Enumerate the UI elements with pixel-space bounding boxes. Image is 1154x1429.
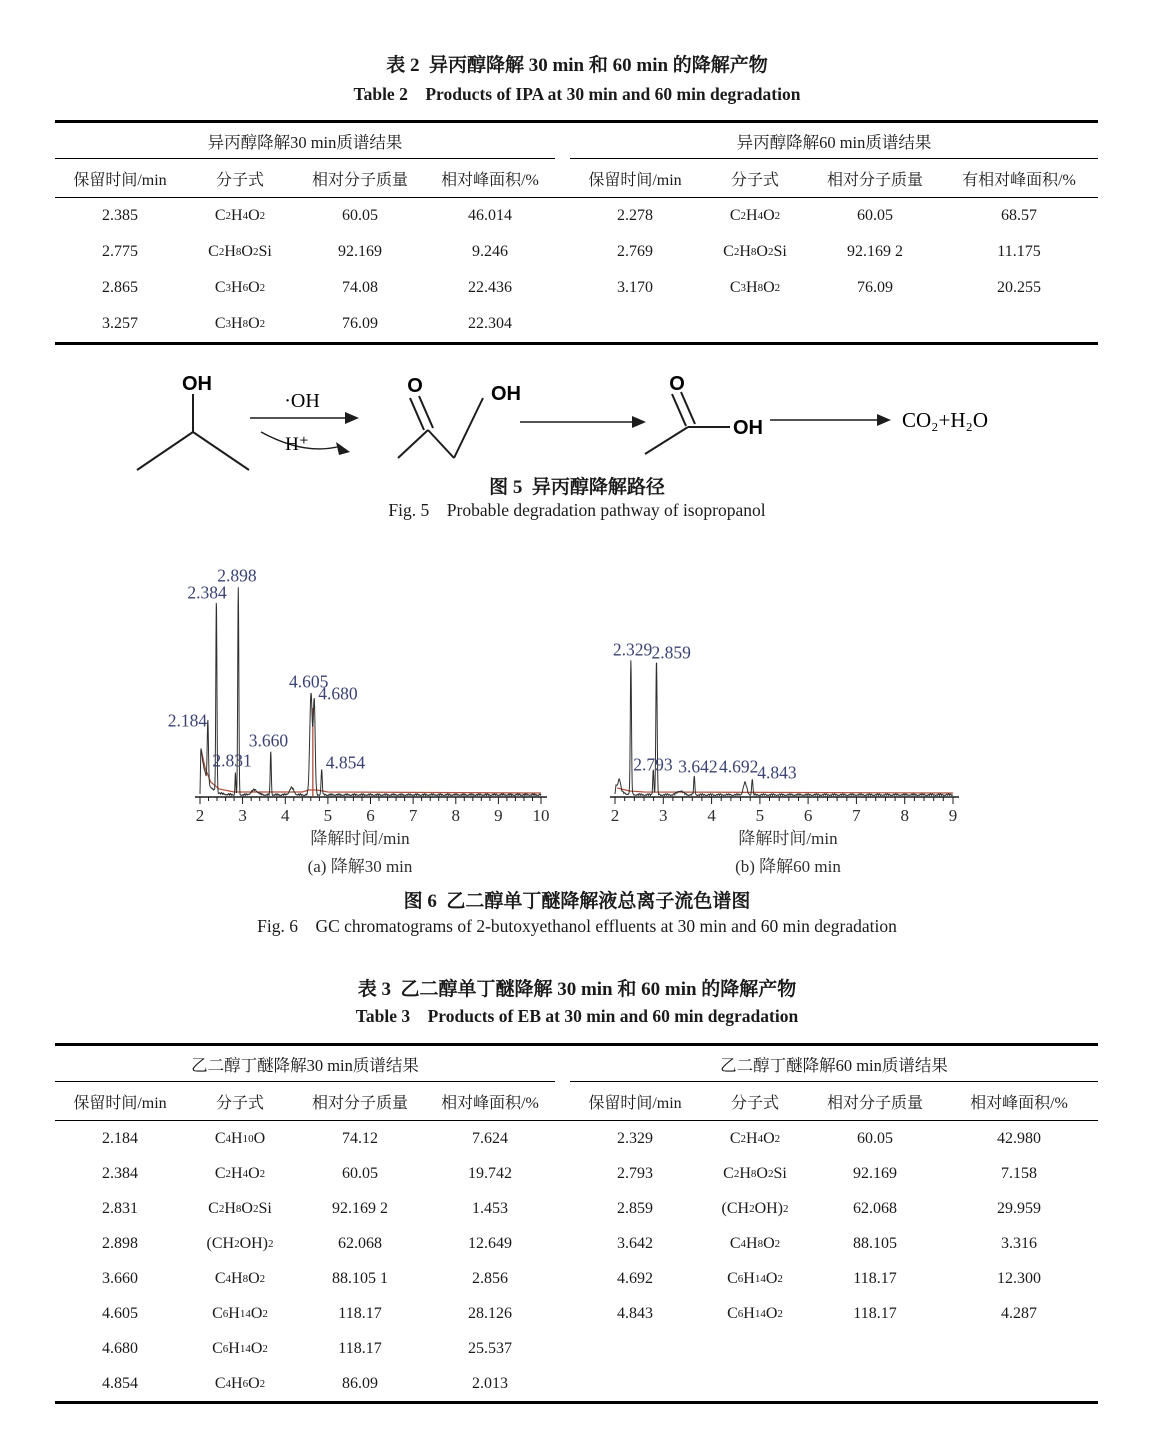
cell: 60.05 — [857, 207, 893, 224]
cell: 2.793 — [617, 1164, 653, 1182]
cell-formula: C 2 H 8 O 2 Si — [208, 1199, 272, 1217]
cell — [570, 1331, 700, 1366]
table3-group-left: 乙二醇丁醚降解30 min质谱结果 — [55, 1046, 555, 1082]
cell-formula: C 2 H 8 O 2 Si — [208, 243, 272, 260]
col-header: 相对分子质量 — [311, 1094, 408, 1112]
cell: 46.014 — [468, 207, 512, 224]
figure5-reaction-diagram — [57, 358, 1097, 473]
cell: 92.169 — [338, 243, 382, 260]
cell: 2.856 — [472, 1269, 508, 1287]
column-gap — [555, 1191, 570, 1226]
axis-tick-label: 4 — [707, 806, 716, 824]
bond — [428, 430, 454, 458]
cell-formula — [700, 1366, 810, 1401]
table-row — [55, 1121, 1098, 1156]
cell: 68.57 — [1001, 207, 1037, 224]
figure6-caption-en: Fig. 6 GC chromatograms of 2-butoxyethanol effluents at 30 min and 60 min degradation — [257, 916, 897, 936]
axis-tick-label: 5 — [323, 806, 333, 824]
table-row — [55, 306, 1098, 342]
cell-formula: C 6 H 14 O 2 — [212, 1339, 268, 1357]
peak-label: 3.642 — [678, 756, 718, 777]
cell: 92.169 2 — [847, 243, 903, 260]
cell: 2.859 — [617, 1199, 653, 1217]
table-row — [55, 1366, 1098, 1401]
axis-tick-label: 9 — [948, 806, 958, 824]
cell: 3.257 — [102, 315, 138, 332]
column-gap — [555, 1366, 570, 1401]
cell: 7.624 — [472, 1129, 508, 1147]
panel-caption-b: (b) 降解60 min — [735, 857, 841, 876]
atom-label: OH — [733, 417, 763, 439]
axis-tick-label: 2 — [610, 806, 620, 824]
cell: 29.959 — [997, 1199, 1041, 1217]
arrow-head — [632, 416, 646, 428]
x-axis-label-b: 降解时间/min — [738, 829, 838, 848]
peak-label: 2.859 — [651, 642, 691, 663]
axis-tick-label: 7 — [852, 806, 861, 824]
cell: 118.17 — [853, 1269, 897, 1287]
table-row — [55, 234, 1098, 270]
peak-label: 4.680 — [318, 683, 358, 704]
cell: 60.05 — [342, 1164, 378, 1182]
table3-header-row — [55, 1082, 1098, 1121]
cell — [940, 1366, 1098, 1401]
cell: 11.175 — [997, 243, 1041, 260]
cell: 2.831 — [102, 1199, 138, 1217]
panel-caption-a: (a) 降解30 min — [307, 857, 413, 876]
cell — [810, 306, 940, 342]
col-header: 分子式 — [730, 1094, 779, 1112]
col-header: 保留时间/min — [588, 1094, 682, 1112]
cell: 4.854 — [102, 1374, 138, 1392]
cell: 92.169 — [853, 1164, 897, 1182]
cell: 88.105 1 — [332, 1269, 388, 1287]
cell: 2.865 — [102, 279, 138, 296]
axis-tick-label: 2 — [195, 806, 205, 824]
table-row — [55, 1226, 1098, 1261]
chromatogram-60min — [598, 552, 978, 824]
col-header: 有相对峰面积/% — [962, 171, 1076, 189]
axis-tick-label: 7 — [408, 806, 418, 824]
bond — [454, 398, 483, 458]
cell: 2.278 — [617, 207, 653, 224]
cell-formula: (CH 2 OH) 2 — [721, 1199, 789, 1217]
cell-formula: C 2 H 4 O 2 — [214, 207, 266, 224]
peak-label: 3.660 — [248, 730, 289, 751]
column-gap — [555, 1331, 570, 1366]
col-header: 分子式 — [215, 1094, 264, 1112]
peak-label: 4.605 — [289, 671, 329, 692]
table-row — [55, 1261, 1098, 1296]
cell-formula: C 3 H 6 O 2 — [214, 279, 266, 296]
cell: 76.09 — [342, 315, 378, 332]
bond — [398, 430, 428, 458]
cell: 12.300 — [997, 1269, 1041, 1287]
cell-formula: C 4 H 10 O — [214, 1129, 266, 1147]
cell-formula: C 2 H 8 O 2 Si — [723, 1164, 787, 1182]
table-row — [55, 198, 1098, 234]
axis-tick-label: 6 — [803, 806, 813, 824]
table2-title-en: Table 2 Products of IPA at 30 min and 60 min degradation — [353, 84, 801, 104]
column-gap — [555, 234, 570, 270]
peak-label: 4.692 — [719, 756, 759, 777]
column-gap — [555, 270, 570, 306]
cell: 118.17 — [338, 1304, 382, 1322]
cell: 42.980 — [997, 1129, 1041, 1147]
x-axis-label-a: 降解时间/min — [310, 829, 410, 848]
cell: 4.605 — [102, 1304, 138, 1322]
col-header: 分子式 — [215, 171, 264, 189]
cell: 74.08 — [342, 279, 378, 296]
table-row — [55, 1191, 1098, 1226]
cell — [810, 1331, 940, 1366]
cell-formula: C 4 H 8 O 2 — [729, 1234, 781, 1252]
arrow-head — [877, 414, 891, 426]
cell — [940, 1331, 1098, 1366]
cell: 118.17 — [853, 1304, 897, 1322]
figure6-caption-cn: 图 6 乙二醇单丁醚降解液总离子流色谱图 — [403, 891, 751, 912]
hydroxyl-radical-label: ·OH — [284, 390, 320, 412]
reaction-arrow-3 — [770, 414, 891, 426]
col-header: 保留时间/min — [73, 171, 167, 189]
peak-label: 2.329 — [612, 639, 653, 660]
cell: 22.304 — [468, 315, 512, 332]
col-header: 分子式 — [730, 171, 779, 189]
col-header: 保留时间/min — [73, 1094, 167, 1112]
cell: 74.12 — [342, 1129, 378, 1147]
cell: 4.680 — [102, 1339, 138, 1357]
table2-header-row — [55, 159, 1098, 198]
cell: 2.775 — [102, 243, 138, 260]
cell-formula: C 2 H 8 O 2 Si — [723, 243, 787, 260]
cell: 20.255 — [997, 279, 1041, 296]
cell-formula: C 3 H 8 O 2 — [214, 315, 266, 332]
table-row — [55, 1296, 1098, 1331]
axis-tick-label: 8 — [451, 806, 460, 824]
column-gap — [555, 159, 570, 197]
bond — [137, 432, 193, 470]
cell: 62.068 — [853, 1199, 897, 1217]
column-gap — [555, 123, 570, 159]
column-gap — [555, 1261, 570, 1296]
cell-formula: C 6 H 14 O 2 — [727, 1304, 783, 1322]
atom-label: O — [407, 375, 423, 397]
peak-label: 4.843 — [757, 762, 797, 783]
atom-label: OH — [491, 383, 521, 405]
products-label: CO₂+H₂O — [902, 408, 988, 432]
column-gap — [555, 306, 570, 342]
proton-label: H⁺ — [285, 434, 309, 455]
peak-label: 2.793 — [633, 754, 673, 775]
peak-label: 4.854 — [325, 752, 366, 773]
cell: 9.246 — [472, 243, 508, 260]
cell: 4.843 — [617, 1304, 653, 1322]
atom-label: O — [669, 373, 685, 395]
cell: 3.316 — [1001, 1234, 1037, 1252]
cell: 2.013 — [472, 1374, 508, 1392]
table3-title-en: Table 3 Products of EB at 30 min and 60 min degradation — [355, 1006, 799, 1026]
table3-group-row — [55, 1046, 1098, 1082]
col-header: 相对分子质量 — [826, 171, 923, 189]
cell: 86.09 — [342, 1374, 378, 1392]
cell-formula: C 6 H 14 O 2 — [727, 1269, 783, 1287]
cell: 2.898 — [102, 1234, 138, 1252]
axis-tick-label: 3 — [659, 806, 668, 824]
cell: 76.09 — [857, 279, 893, 296]
bond — [645, 427, 688, 454]
hydroxyacetone-structure — [398, 375, 521, 458]
axis-tick-label: 9 — [494, 806, 503, 824]
cell — [570, 306, 700, 342]
bond — [193, 432, 249, 470]
figure5-caption-cn: 图 5 异丙醇降解路径 — [489, 477, 665, 498]
cell-formula: C 2 H 4 O 2 — [214, 1164, 266, 1182]
table-row — [55, 270, 1098, 306]
table3 — [55, 1043, 1098, 1404]
cell-formula: C 4 H 6 O 2 — [214, 1374, 266, 1392]
cell: 3.660 — [102, 1269, 138, 1287]
table3-title-cn: 表 3 乙二醇单丁醚降解 30 min 和 60 min 的降解产物 — [357, 979, 797, 1000]
cell: 12.649 — [468, 1234, 512, 1252]
cell: 118.17 — [338, 1339, 382, 1357]
cell: 2.385 — [102, 207, 138, 224]
cell: 2.329 — [617, 1129, 653, 1147]
table2 — [55, 120, 1098, 345]
column-gap — [555, 1121, 570, 1156]
arrow-head — [345, 412, 359, 424]
table2-title-cn: 表 2 异丙醇降解 30 min 和 60 min 的降解产物 — [386, 55, 768, 76]
reaction-arrow-2 — [520, 416, 646, 428]
peak-label: 2.831 — [212, 750, 252, 771]
cell-formula: C 3 H 8 O 2 — [729, 279, 781, 296]
cell: 7.158 — [1001, 1164, 1037, 1182]
col-header: 相对峰面积/% — [970, 1094, 1068, 1112]
cell: 92.169 2 — [332, 1199, 388, 1217]
cell — [810, 1366, 940, 1401]
cell-formula — [700, 306, 810, 342]
cell-formula: C 6 H 14 O 2 — [212, 1304, 268, 1322]
column-gap — [555, 1156, 570, 1191]
col-header: 保留时间/min — [588, 171, 682, 189]
col-header: 相对分子质量 — [311, 171, 408, 189]
chromatogram-30min — [160, 552, 560, 824]
axis-tick-label: 10 — [532, 806, 550, 824]
axis-tick-label: 4 — [281, 806, 290, 824]
col-header: 相对分子质量 — [826, 1094, 923, 1112]
cell: 2.184 — [102, 1129, 138, 1147]
cell: 2.384 — [102, 1164, 138, 1182]
column-gap — [555, 1082, 570, 1120]
cell: 2.769 — [617, 243, 653, 260]
cell: 3.642 — [617, 1234, 653, 1252]
cell-formula: C 2 H 4 O 2 — [729, 1129, 781, 1147]
table2-group-right: 异丙醇降解60 min质谱结果 — [570, 123, 1098, 159]
cell: 28.126 — [468, 1304, 512, 1322]
axis-tick-label: 6 — [366, 806, 375, 824]
table3-group-right: 乙二醇丁醚降解60 min质谱结果 — [570, 1046, 1098, 1082]
cell-formula: C 2 H 4 O 2 — [729, 207, 781, 224]
cell: 1.453 — [472, 1199, 508, 1217]
column-gap — [555, 1046, 570, 1082]
table2-group-row — [55, 123, 1098, 159]
cell: 4.692 — [617, 1269, 653, 1287]
cell: 25.537 — [468, 1339, 512, 1357]
peak-label: 2.184 — [167, 710, 208, 731]
cell — [570, 1366, 700, 1401]
acetic-acid-structure — [645, 373, 763, 454]
cell: 3.170 — [617, 279, 653, 296]
figure5-caption-en: Fig. 5 Probable degradation pathway of isopropanol — [388, 500, 766, 520]
column-gap — [555, 1296, 570, 1331]
cell — [940, 306, 1098, 342]
table2-group-left: 异丙醇降解30 min质谱结果 — [55, 123, 555, 159]
peak-label: 2.384 — [187, 582, 227, 603]
cell: 88.105 — [853, 1234, 897, 1252]
cell-formula: C 4 H 8 O 2 — [214, 1269, 266, 1287]
cell: 62.068 — [338, 1234, 382, 1252]
column-gap — [555, 1226, 570, 1261]
axis-tick-label: 3 — [238, 806, 247, 824]
cell: 19.742 — [468, 1164, 512, 1182]
col-header: 相对峰面积/% — [441, 171, 539, 189]
curved-arrow-head — [336, 442, 350, 455]
cell: 22.436 — [468, 279, 512, 296]
baseline-trace — [201, 750, 541, 793]
table-row — [55, 1156, 1098, 1191]
cell-formula — [700, 1331, 810, 1366]
cell: 60.05 — [342, 207, 378, 224]
table-row — [55, 1331, 1098, 1366]
atom-label: OH — [182, 373, 212, 395]
cell: 60.05 — [857, 1129, 893, 1147]
cell: 4.287 — [1001, 1304, 1037, 1322]
axis-tick-label: 5 — [755, 806, 765, 824]
col-header: 相对峰面积/% — [441, 1094, 539, 1112]
cell-formula: (CH 2 OH) 2 — [206, 1234, 274, 1252]
peak-label: 2.898 — [217, 565, 257, 586]
axis-tick-label: 8 — [900, 806, 909, 824]
baseline-trace — [617, 788, 953, 793]
column-gap — [555, 198, 570, 234]
reaction-arrow-1 — [250, 390, 359, 455]
isopropanol-structure — [137, 373, 249, 470]
